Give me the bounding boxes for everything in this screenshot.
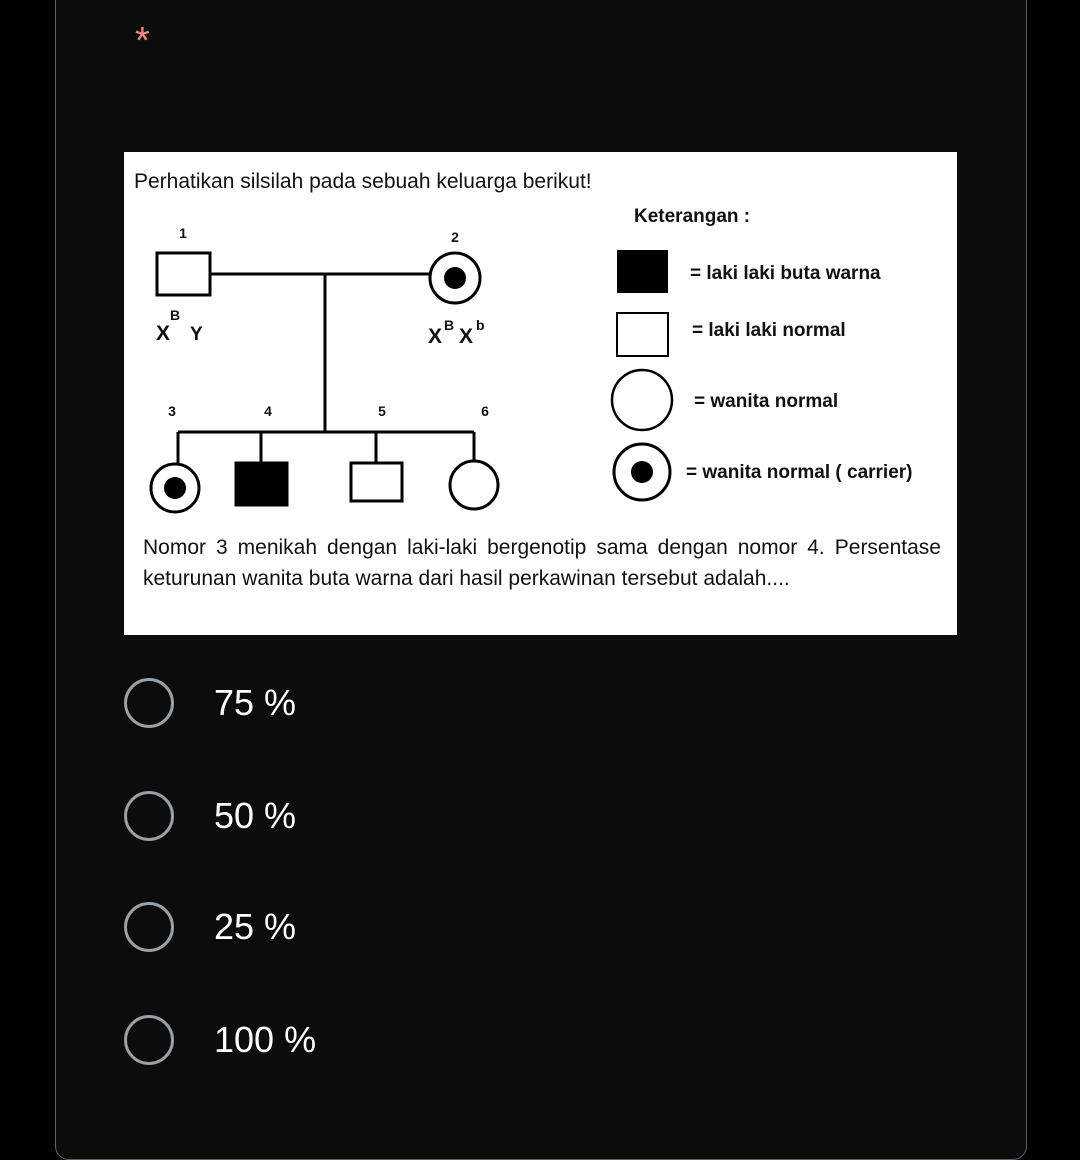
legend-title: Keterangan :: [634, 206, 751, 227]
option-75[interactable]: [124, 675, 296, 731]
individual-4-symbol: [236, 463, 287, 505]
legend-label-colorblind-male: = laki laki buta warna: [690, 263, 881, 284]
option-label[interactable]: 100 %: [214, 1019, 317, 1060]
individual-3-carrier-dot: [164, 477, 186, 499]
option-label[interactable]: 50 %: [214, 795, 297, 836]
option-50[interactable]: [124, 788, 296, 844]
question-image: [124, 152, 957, 635]
legend-label-carrier-female: = wanita normal ( carrier): [686, 462, 913, 483]
radio-button[interactable]: [124, 791, 174, 841]
radio-button[interactable]: [124, 1015, 174, 1065]
father-genotype-sup: B: [170, 307, 181, 323]
legend-empty-square-icon: [617, 313, 668, 356]
individual-5-symbol: [351, 463, 402, 501]
legend-label-normal-male: = laki laki normal: [692, 320, 846, 341]
required-asterisk: *: [135, 20, 150, 62]
individual-6-symbol: [450, 461, 498, 509]
question-text: Nomor 3 menikah dengan laki-laki bergenotip sama dengan nomor 4. Persentase keturunan wanita buta warna dari hasil perkawinan tersebut adalah....: [143, 536, 941, 590]
individual-number-5: 5: [378, 403, 386, 419]
question-heading: Perhatikan silsilah pada sebuah keluarga berikut!: [134, 170, 592, 193]
individual-number-3: 3: [168, 403, 176, 419]
option-100[interactable]: [124, 1012, 316, 1068]
mother-genotype-base2: X: [459, 325, 474, 348]
radio-button[interactable]: [124, 902, 174, 952]
mother-genotype-sup1: B: [444, 317, 455, 333]
mother-genotype-sup2: b: [476, 317, 485, 333]
mother-genotype-base1: X: [428, 325, 443, 348]
carrier-dot: [444, 267, 466, 289]
legend-filled-square-icon: [617, 250, 668, 293]
father-genotype-base: X: [156, 322, 171, 345]
option-label[interactable]: 75 %: [214, 682, 297, 723]
option-25[interactable]: [124, 899, 296, 955]
legend-label-normal-female: = wanita normal: [694, 391, 839, 412]
father-genotype-y: Y: [190, 324, 203, 345]
individual-number-4: 4: [264, 403, 272, 419]
legend-empty-circle-icon: [612, 370, 672, 430]
father-symbol: [157, 253, 210, 295]
option-label[interactable]: 25 %: [214, 906, 297, 947]
legend-carrier-dot-icon: [631, 461, 653, 483]
individual-number-1: 1: [179, 225, 187, 241]
individual-number-2: 2: [451, 229, 459, 245]
individual-number-6: 6: [481, 403, 489, 419]
radio-button[interactable]: [124, 678, 174, 728]
